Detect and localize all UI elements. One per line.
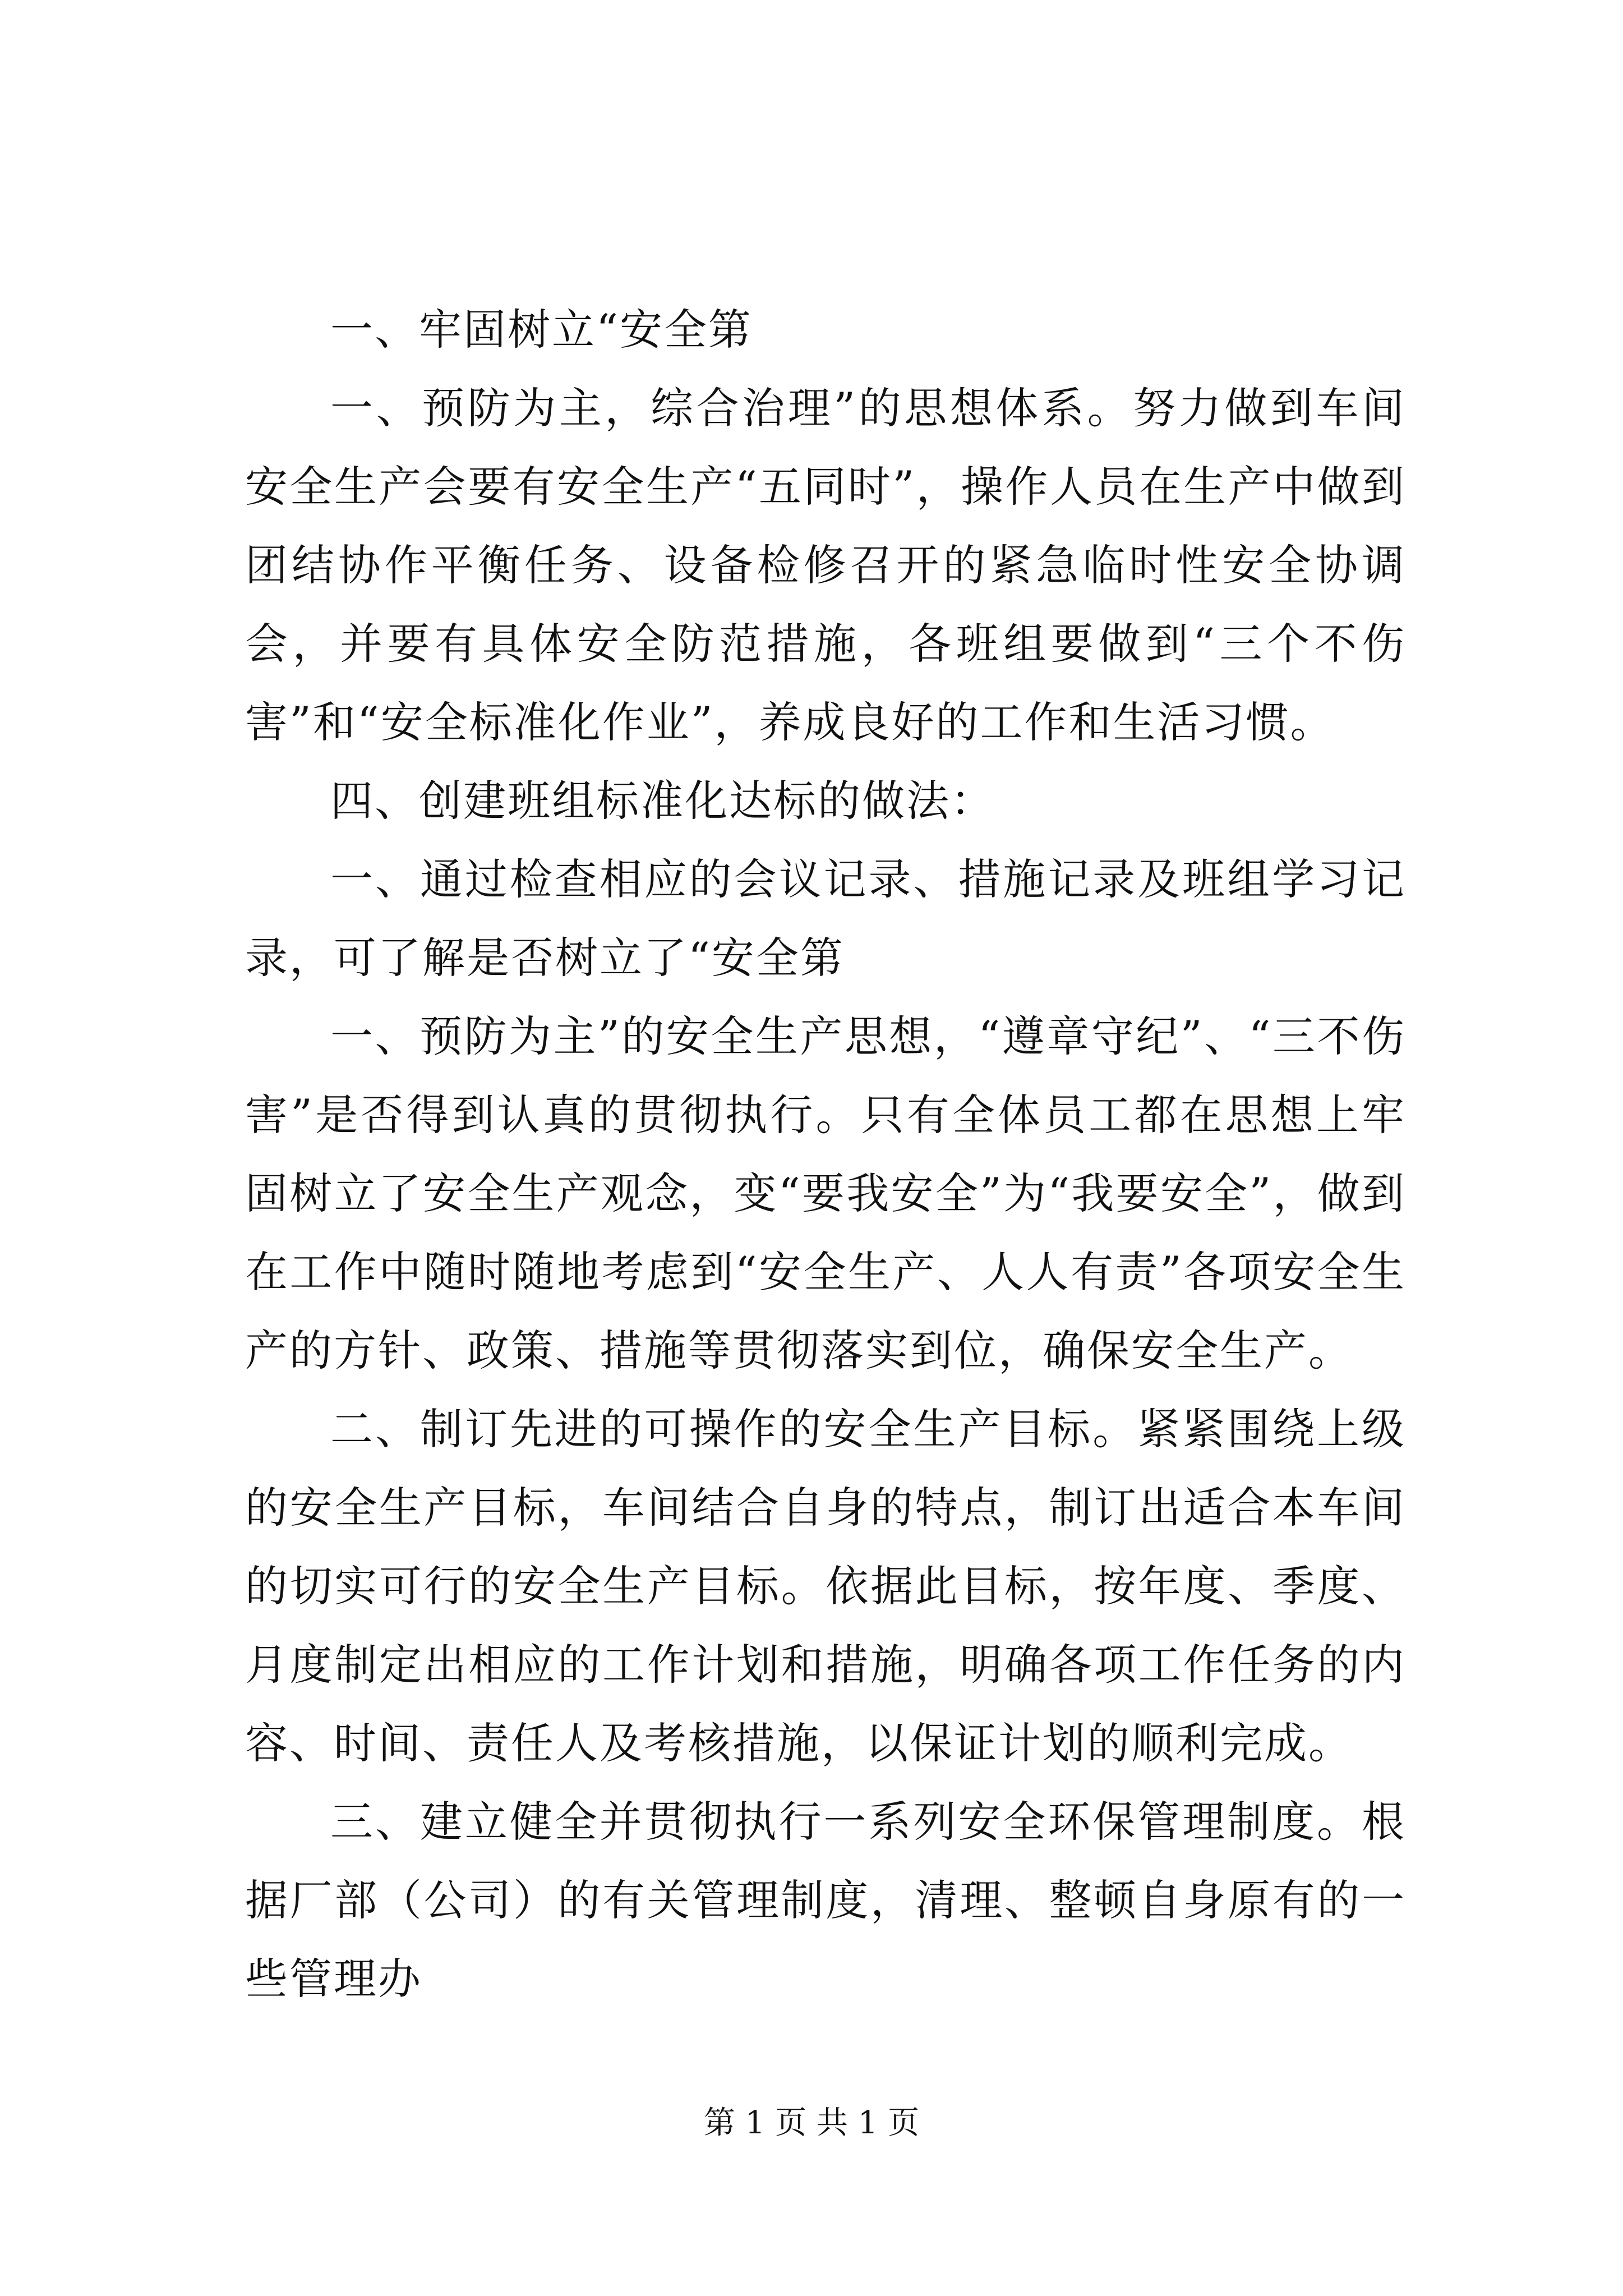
paragraph-7: 三、建立健全并贯彻执行一系列安全环保管理制度。根据厂部（公司）的有关管理制度，清理、整顿自身原有的一些管理办 <box>245 1797 1406 2004</box>
paragraph-2: 一、预防为主，综合治理”的思想体系。努力做到车间安全生产会要有安全生产“五同时”，操作人员在生产中做到团结协作平衡任务、设备检修召开的紧急临时性安全协调会，并要有具体安全防范措施，各班组要做到“三个不伤害”和“安全标准化作业”，养成良好的工作和生活习惯。 <box>245 383 1406 747</box>
paragraph-3: 四、创建班组标准化达标的做法： <box>330 776 995 826</box>
page-footer: 第 1 页 共 1 页 <box>703 2105 920 2141</box>
paragraph-6: 二、制订先进的可操作的安全生产目标。紧紧围绕上级的安全生产目标，车间结合自身的特点，制订出适合本车间的切实可行的安全生产目标。依据此目标，按年度、季度、月度制定出相应的工作计划和措施，明确各项工作任务的内容、时间、责任人及考核措施，以保证计划的顺利完成。 <box>245 1404 1406 1768</box>
paragraph-5: 一、预防为主”的安全生产思想，“遵章守纪”、“三不伤害”是否得到认真的贯彻执行。只有全体员工都在思想上牢固树立了安全生产观念，变“要我安全”为“我要安全”，做到在工作中随时随地考虑到“安全生产、人人有责”各项安全生产的方针、政策、措施等贯彻落实到位，确保安全生产。 <box>245 1011 1406 1375</box>
paragraph-1: 一、牢固树立“安全第 <box>330 305 753 355</box>
document-body <box>245 291 1406 2018</box>
paragraph-4: 一、通过检查相应的会议记录、措施记录及班组学习记录，可了解是否树立了“安全第 <box>245 854 1406 983</box>
